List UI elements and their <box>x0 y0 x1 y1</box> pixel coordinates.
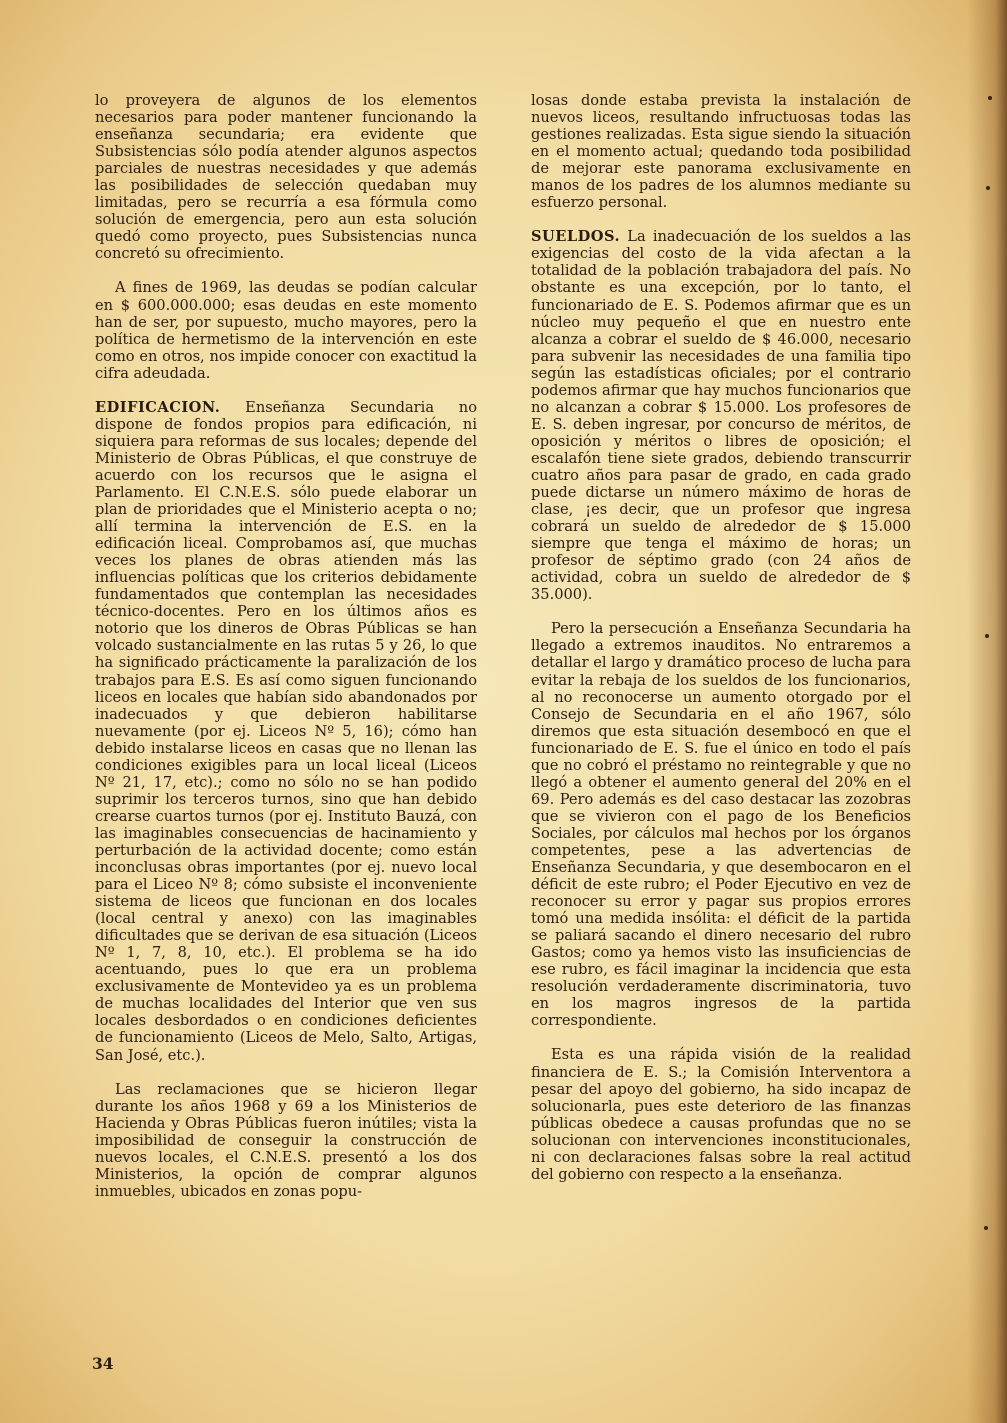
left-paragraph-edificacion <box>95 399 477 1064</box>
left-paragraph-4: Las reclamaciones que se hicieron llegar durante los años 1968 y 69 a los Ministerios de Hacienda y Obras Públicas fueron inútiles; vista la imposibilidad de conseguir la construcción de nuevos locales, el C.N.E.S. presentó a los dos Ministerios, la opción de comprar algunos inmuebles, ubicados en zonas popu- <box>95 1080 477 1200</box>
right-paragraph-4: Esta es una rápida visión de la realidad financiera de E. S.; la Comisión Interventora a pesar del apoyo del gobierno, ha sido incapaz de solucionarla, pues este deterioro de las finanzas públicas obedece a causas profundas que no se solucionan con intervenciones inconstitucionales, ni con declaraciones falsas sobre la real actitud del gobierno con respecto a la enseñanza. <box>531 1046 911 1183</box>
edificacion-heading: EDIFICACION. <box>95 398 221 416</box>
left-paragraph-2: A fines de 1969, las deudas se podían calcular en $ 600.000.000; esas deudas en este momento han de ser, por supuesto, mucho mayores, pero la política de hermetismo de la intervención en este como en otros, nos impide conocer con exactitud la cifra adeudada. <box>95 279 477 382</box>
right-paragraph-sueldos <box>531 228 911 603</box>
margin-speck <box>986 186 990 190</box>
right-column <box>531 92 911 1200</box>
right-paragraph-3: Pero la persecución a Enseñanza Secundaria ha llegado a extremos inauditos. No entraremos a detallar el largo y dramático proceso de lucha para evitar la rebaja de los sueldos de los funcionarios, al no reconocerse un aumento otorgado por el Consejo de Secundaria en el año 1967, sólo diremos que esta situación desembocó en que el funcionariado de E. S. fue el único en todo el país que no cobró el préstamo no reintegrable y que no llegó a obtener el aumento general del 20% en el 69. Pero además es del caso destacar las zozobras que se vivieron con el pago de los Beneficios Sociales, por cálculos mal hechos por los órganos competentes, pese a las advertencias de Enseñanza Secundaria, y que desembocaron en el déficit de este rubro; el Poder Ejecutivo en vez de reconocer su error y pagar sus propios errores tomó una medida insólita: el déficit de la partida se paliará sacando el dinero necesario del rubro Gastos; como ya hemos visto las insuficiencias de ese rubro, es fácil imaginar la incidencia que esta resolución verdaderamente discriminatoria, tuvo en los magros ingresos de la partida correspondiente. <box>531 620 911 1030</box>
left-column <box>95 92 477 1217</box>
margin-speck <box>984 1226 988 1230</box>
page-edge-shadow <box>967 0 1007 1423</box>
edificacion-body: Enseñanza Secundaria no dispone de fondos propios para edificación, ni siquiera para reformas de sus locales; depende del Ministerio de Obras Públicas, el que construye de acuerdo con los recursos que le asigna el Parlamento. El C.N.E.S. sólo puede elaborar un plan de prioridades que el Ministerio acepta o no; allí termina la intervención de E.S. en la edificación liceal. Comprobamos así, que muchas veces los planes de obras atienden más las influencias políticas que los criterios debidamente fundamentados que contemplan las necesidades técnico-docentes. Pero en los últimos años es notorio que los dineros de Obras Públicas se han volcado sustancialmente en las rutas 5 y 26, lo que ha significado prácticamente la paralización de los trabajos para E.S. Es así como siguen funcionando liceos en locales que habían sido abandonados por inadecuados y que debieron habilitarse nuevamente (por ej. Liceos Nº 5, 16); cómo han debido instalarse liceos en casas que no llenan las condiciones exigibles para un local liceal (Liceos Nº 21, 17, etc).; como no sólo no se han podido suprimir los terceros turnos, sino que han debido crearse cuartos turnos (por ej. Instituto Bauzá, con las imaginables consecuencias de hacinamiento y perturbación de la actividad docente; como están inconclusas obras importantes (por ej. nuevo local para el Liceo Nº 8; cómo subsiste el inconveniente sistema de liceos que funcionan en dos locales (local central y anexo) con las imaginables dificultades que se derivan de esa situación (Liceos Nº 1, 7, 8, 10, etc.). El problema se ha ido acentuando, pues lo que era un problema exclusivamente de Montevideo ya es un problema de muchas localidades del Interior que ven sus locales desbordados o en condiciones deficientes de funcionamiento (Liceos de Melo, Salto, Artigas, San José, etc.). <box>95 398 477 1064</box>
right-paragraph-1: losas donde estaba prevista la instalación de nuevos liceos, resultando infructuosas todas las gestiones realizadas. Esta sigue siendo la situación en el momento actual; quedando toda posibilidad de mejorar este panorama exclusivamente en manos de los padres de los alumnos mediante su esfuerzo personal. <box>531 92 911 212</box>
sueldos-heading: SUELDOS. <box>531 228 621 246</box>
sueldos-body: La inadecuación de los sueldos a las exigencias del costo de la vida afectan a la totalidad de la población trabajadora del país. No obstante es una excepción, por lo tanto, el funcionariado de E. S. Podemos afirmar que es un núcleo muy pequeño el que en nuestro ente alcanza a cobrar el sueldo de $ 46.000, necesario para subvenir las necesidades de una familia tipo según las estadísticas oficiales; por el contrario podemos afirmar que hay muchos funcionarios que no alcanzan a cobrar $ 15.000. Los profesores de E. S. deben ingresar, por concurso de méritos, de oposición y méritos o libres de oposición; el escalafón tiene siete grados, debiendo transcurrir cuatro años para pasar de grado, en cada grado puede dictarse un número máximo de horas de clase, ¡es decir, que un profesor que ingresa cobrará un sueldo de alrededor de $ 15.000 siempre que tenga el máximo de horas; un profesor de séptimo grado (con 24 años de actividad, cobra un sueldo de alrededor de $ 35.000). <box>531 228 912 604</box>
margin-speck <box>988 96 992 100</box>
page-number: 34 <box>92 1354 114 1373</box>
margin-speck <box>985 634 989 638</box>
left-paragraph-1: lo proveyera de algunos de los elementos necesarios para poder mantener funcionando la enseñanza secundaria; era evidente que Subsistencias sólo podía atender algunos aspectos parciales de nuestras necesidades y que además las posibilidades de selección quedaban muy limitadas, pero se recurría a esa fórmula como solución de emergencia, pero aun esta solución quedó como proyecto, pues Subsistencias nunca concretó su ofrecimiento. <box>95 92 477 263</box>
